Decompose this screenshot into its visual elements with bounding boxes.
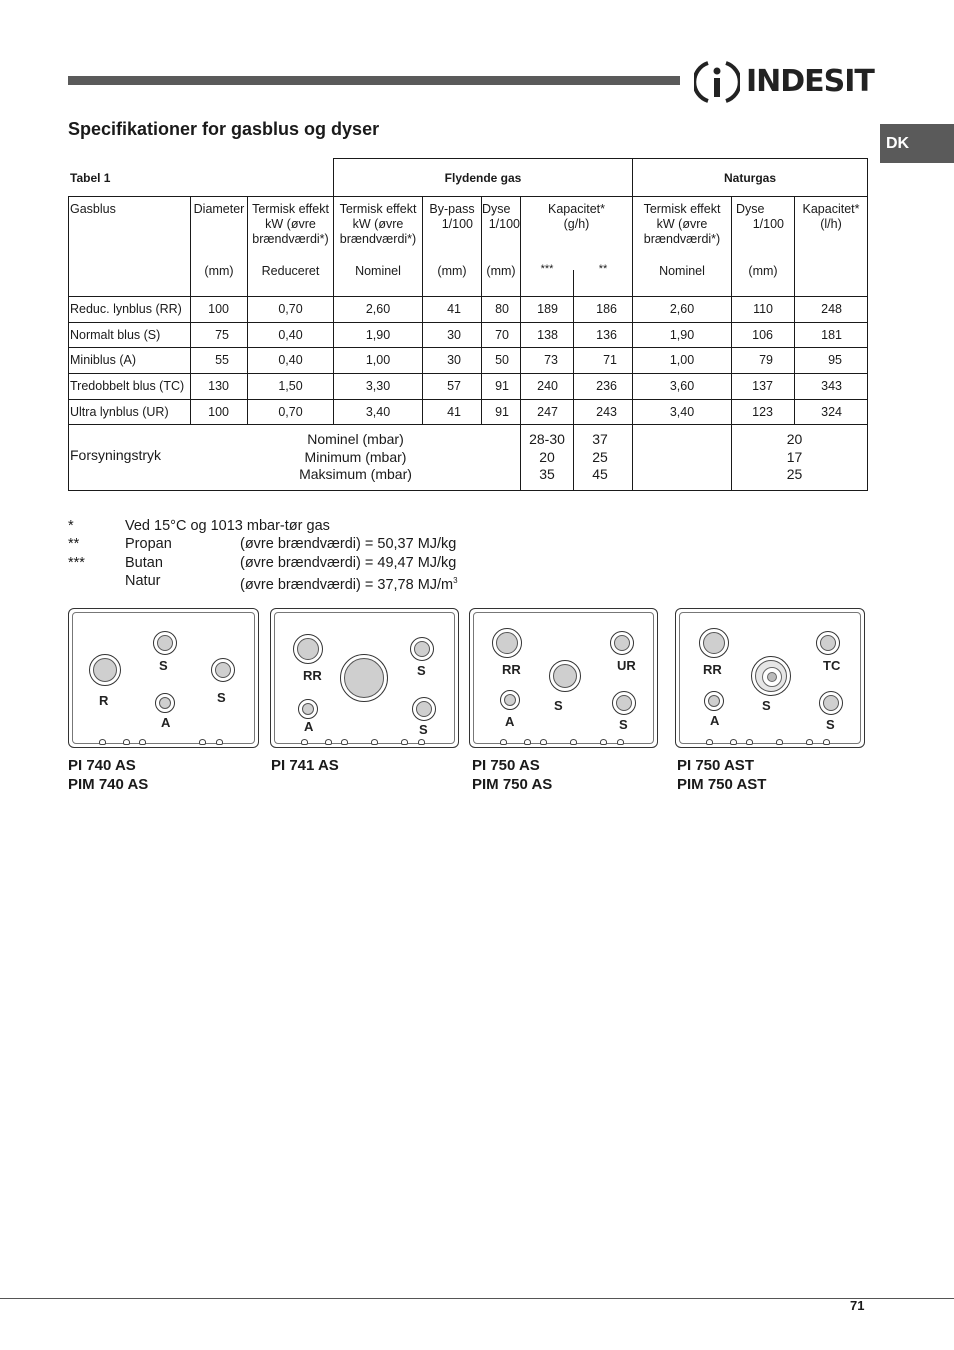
knob-icon [776, 739, 783, 745]
burner-icon [340, 654, 388, 702]
table-cell-cap2: 186 [596, 302, 617, 316]
burner-icon [410, 637, 434, 661]
col-thermal-nominal-sub: Nominel [355, 264, 401, 278]
group-lpg-header: Flydende gas [444, 171, 522, 185]
burner-icon [751, 656, 791, 696]
table-cell-bypass: 30 [447, 353, 461, 367]
table-cell-bypass: 30 [447, 328, 461, 342]
col-ng-nozzle: Dyse 1/100 [736, 202, 784, 231]
language-tab: DK [880, 124, 954, 163]
burner-label: S [159, 658, 168, 673]
table-cell-nominal: 3,30 [365, 379, 391, 393]
burner-icon [298, 699, 318, 719]
table-cell-nozzle: 70 [495, 328, 509, 342]
table-cell-ng_cap: 181 [821, 328, 842, 342]
table-cell-nozzle: 91 [495, 405, 509, 419]
table-cell-reduced: 1,50 [278, 379, 303, 393]
burner-icon [699, 628, 729, 658]
table-cell-ng_nozzle: 123 [752, 405, 773, 419]
table-cell-reduced: 0,70 [278, 302, 303, 316]
burner-icon [293, 634, 323, 664]
col-thermal-nominal: Termisk effekt kW (øvre brændværdi*) [339, 202, 417, 246]
burner-label: RR [703, 662, 722, 677]
col-ng-thermal: Termisk effekt kW (øvre brændværdi*) [643, 202, 721, 246]
table-cell-nominal: 2,60 [365, 302, 391, 316]
col-diameter-unit: (mm) [204, 264, 234, 278]
burner-label: S [762, 698, 771, 713]
col-bypass: By-pass 1/100 [429, 202, 475, 231]
burner-label: S [217, 690, 226, 705]
group-natural-header: Naturgas [723, 171, 776, 185]
col-thermal-reduced-sub: Reduceret [261, 264, 320, 278]
hob-diagram [270, 608, 459, 748]
header-bar [68, 76, 680, 85]
hob-model-names [677, 756, 766, 794]
table-cell-nozzle: 50 [495, 353, 509, 367]
hob-model-names [271, 756, 339, 775]
supply-pressures: Nominel (mbar) Minimum (mbar) Maksimum (mbar) [299, 431, 412, 482]
burner-label: S [419, 722, 428, 737]
knob-icon [600, 739, 607, 745]
col-nozzle: Dyse 1/100 [482, 202, 520, 231]
knob-icon [730, 739, 737, 745]
knob-icon [806, 739, 813, 745]
table-cell-ng_nozzle: 137 [752, 379, 773, 393]
table-cell-cap1: 240 [537, 379, 558, 393]
col-thermal-reduced: Termisk effekt kW (øvre brændværdi*) [252, 202, 329, 246]
supply-propane: 37 25 45 [592, 431, 608, 482]
burner-icon [153, 631, 177, 655]
col-diameter: Diameter [193, 202, 245, 216]
table-cell-nominal: 3,40 [365, 405, 391, 419]
table-cell-name: Tredobbelt blus (TC) [70, 379, 185, 393]
knob-icon [99, 739, 106, 745]
table-cell-ng_nominal: 2,60 [669, 302, 695, 316]
table-cell-name: Normalt blus (S) [70, 328, 161, 342]
table-cell-ng_cap: 324 [821, 405, 842, 419]
burner-label: UR [617, 658, 636, 673]
supply-label: Forsyningstryk [70, 447, 162, 463]
table-cell-bypass: 41 [447, 302, 461, 316]
table-cell-reduced: 0,40 [278, 328, 303, 342]
table-cell-ng_cap: 248 [821, 302, 842, 316]
burner-icon [412, 697, 436, 721]
col-ng-capacity: Kapacitet* (l/h) [802, 202, 860, 231]
hob-diagram [68, 608, 259, 748]
table-cell-ng_nominal: 3,60 [669, 379, 695, 393]
control-knobs [281, 735, 448, 745]
table-cell-cap1: 138 [537, 328, 558, 342]
col-ng-thermal-sub: Nominel [659, 264, 705, 278]
col-bypass-unit: (mm) [437, 264, 467, 278]
knob-icon [199, 739, 206, 745]
model-name: PIM 750 AST [677, 776, 767, 793]
model-name: PIM 750 AS [472, 776, 553, 793]
model-name: PI 750 AS [472, 757, 540, 774]
burner-icon [89, 654, 121, 686]
knob-icon [418, 739, 425, 745]
table-cell-diameter: 130 [208, 379, 229, 393]
knob-icon [325, 739, 332, 745]
table-cell-nominal: 1,00 [365, 353, 391, 367]
table-cell-diameter: 100 [208, 405, 229, 419]
table-cell-cap1: 189 [537, 302, 558, 316]
table-cell-ng_nozzle: 106 [752, 328, 773, 342]
burner-icon [612, 691, 636, 715]
burner-icon [155, 693, 175, 713]
table-cell-ng_nozzle: 110 [753, 302, 773, 316]
knob-icon [139, 739, 146, 745]
model-name: PI 741 AS [271, 757, 339, 774]
burner-label: A [710, 713, 720, 728]
knob-icon [746, 739, 753, 745]
table-cell-nominal: 1,90 [365, 328, 391, 342]
burner-icon [704, 691, 724, 711]
knob-icon [617, 739, 624, 745]
col-ng-nozzle-unit: (mm) [748, 264, 778, 278]
hob-model-names [68, 756, 148, 794]
knob-icon [524, 739, 531, 745]
table-cell-nozzle: 80 [495, 302, 509, 316]
table-cell-ng_cap: 343 [821, 379, 842, 393]
burner-label: A [304, 719, 314, 734]
burner-label: R [99, 693, 109, 708]
knob-icon [570, 739, 577, 745]
table-cell-diameter: 75 [215, 328, 229, 342]
burner-icon [610, 631, 634, 655]
brand-logo [694, 60, 874, 104]
burner-label: RR [303, 668, 322, 683]
brand-name: INDESIT [746, 64, 874, 99]
burner-label: S [619, 717, 628, 732]
table-cell-ng_cap: 95 [828, 353, 842, 367]
table-cell-cap2: 243 [596, 405, 617, 419]
col-gasblus: Gasblus [70, 202, 116, 216]
burner-icon [492, 628, 522, 658]
table-cell-diameter: 55 [215, 353, 229, 367]
knob-icon [371, 739, 378, 745]
table-cell-diameter: 100 [208, 302, 229, 316]
knob-icon [823, 739, 830, 745]
table-cell-ng_nominal: 1,00 [669, 353, 695, 367]
col-nozzle-unit: (mm) [486, 264, 516, 278]
table-caption: Tabel 1 [70, 171, 111, 185]
table-cell-reduced: 0,40 [278, 353, 303, 367]
burner-label: A [505, 714, 515, 729]
table-cell-name: Reduc. lynblus (RR) [70, 302, 182, 316]
supply-natural: 20 17 25 [786, 431, 803, 482]
col-capacity-propane: ** [598, 263, 608, 275]
control-knobs [79, 735, 248, 745]
table-cell-bypass: 57 [447, 379, 461, 393]
table-cell-nozzle: 91 [495, 379, 509, 393]
model-name: PIM 740 AS [68, 776, 149, 793]
knob-icon [341, 739, 348, 745]
col-capacity: Kapacitet* (g/h) [548, 202, 605, 231]
page-title: Specifikationer for gasblus og dyser [68, 119, 380, 139]
knob-icon [301, 739, 308, 745]
table-cell-cap2: 71 [603, 353, 617, 367]
table-cell-cap2: 136 [596, 328, 617, 342]
indesit-logo-icon [694, 59, 740, 105]
knob-icon [706, 739, 713, 745]
model-name: PI 750 AST [677, 757, 754, 774]
knob-icon [216, 739, 223, 745]
burner-icon [211, 658, 235, 682]
table-cell-ng_nozzle: 79 [759, 353, 773, 367]
burner-icon [500, 690, 520, 710]
hob-model-names [472, 756, 552, 794]
burner-icon [549, 660, 581, 692]
knob-icon [540, 739, 547, 745]
control-knobs [480, 735, 647, 745]
hob-diagram [675, 608, 865, 748]
col-capacity-butane: *** [540, 263, 554, 275]
knob-icon [123, 739, 130, 745]
model-name: PI 740 AS [68, 757, 136, 774]
burner-icon [816, 631, 840, 655]
table-cell-name: Ultra lynblus (UR) [70, 405, 169, 419]
hob-diagram [469, 608, 658, 748]
footer-rule [0, 1298, 954, 1299]
burner-label: S [554, 698, 563, 713]
burner-icon [819, 691, 843, 715]
page-number: 71 [850, 1298, 865, 1313]
table-cell-bypass: 41 [447, 405, 461, 419]
table-cell-ng_nominal: 3,40 [669, 405, 695, 419]
supply-butane: 28-30 20 35 [529, 431, 565, 482]
table-cell-cap1: 247 [537, 405, 558, 419]
burner-label: S [826, 717, 835, 732]
control-knobs [686, 735, 854, 745]
table-cell-reduced: 0,70 [278, 405, 303, 419]
burner-label: S [417, 663, 426, 678]
knob-icon [500, 739, 507, 745]
table-cell-cap2: 236 [596, 379, 617, 393]
table-cell-ng_nominal: 1,90 [669, 328, 695, 342]
table-cell-cap1: 73 [544, 353, 558, 367]
burner-label: TC [823, 658, 841, 673]
burner-label: RR [502, 662, 521, 677]
knob-icon [401, 739, 408, 745]
table-cell-name: Miniblus (A) [70, 353, 136, 367]
burner-label: A [161, 715, 171, 730]
